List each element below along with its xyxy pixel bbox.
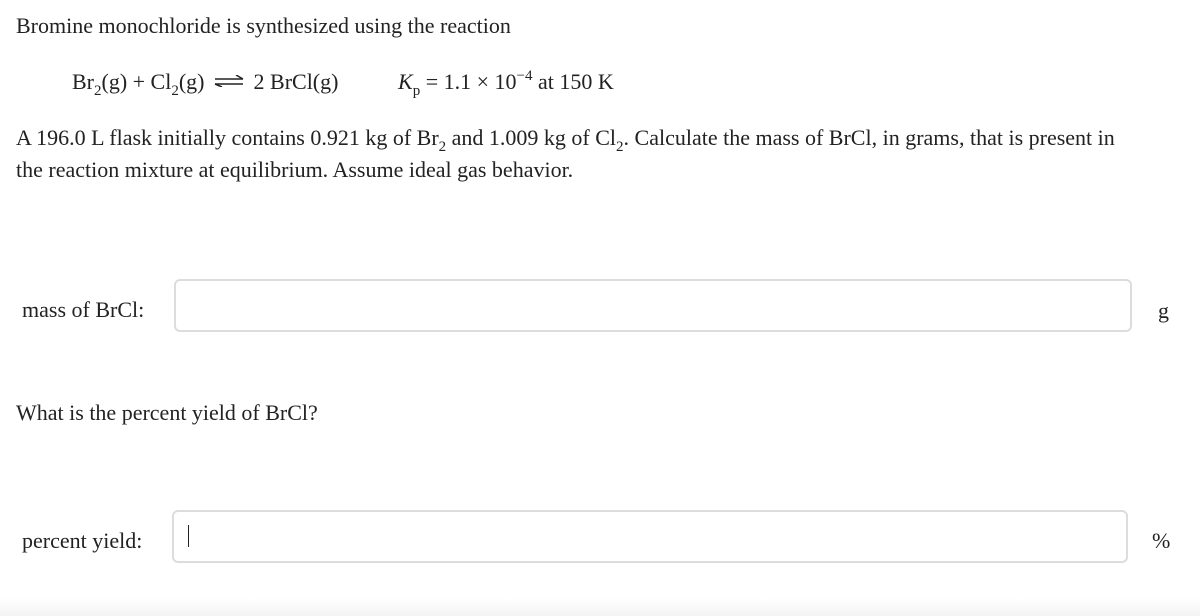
- mass-input[interactable]: [176, 281, 1130, 330]
- yield-input-box[interactable]: [172, 510, 1128, 563]
- problem-line-1: A 196.0 L flask initially contains 0.921 kg of $Br_2$ and 1.009 kg of $Cl_2$. Calculate the mass of BrCl, in grams, that is present in: [16, 125, 1115, 155]
- reactant-br2: $Br_2$: [72, 69, 102, 99]
- mass-label: mass of BrCl:: [22, 297, 145, 322]
- reaction-equation: $Br_2(g) + Cl_2(g)$ 2 BrCl(g): [72, 69, 339, 99]
- equilibrium-constant: $K_p = 1.1 \times 10^{-4}$ at 150 K: [398, 68, 614, 99]
- mass-unit: g: [1158, 298, 1169, 323]
- bottom-edge: [0, 598, 1200, 616]
- text-cursor: [188, 525, 189, 547]
- product-brcl: 2 BrCl(g): [253, 69, 339, 94]
- question-percent-yield: What is the percent yield of BrCl?: [16, 400, 318, 425]
- problem-line-2: the reaction mixture at equilibrium. Assume ideal gas behavior.: [16, 157, 574, 182]
- equilibrium-arrow-icon: [214, 75, 244, 87]
- yield-label: percent yield:: [22, 528, 143, 553]
- reactant-cl2: (g) + Cl: [101, 69, 172, 94]
- yield-unit: %: [1152, 528, 1171, 553]
- yield-input[interactable]: [174, 512, 1126, 561]
- mass-input-box[interactable]: [174, 279, 1132, 332]
- intro-text: Bromine monochloride is synthesized using the reaction: [16, 13, 511, 38]
